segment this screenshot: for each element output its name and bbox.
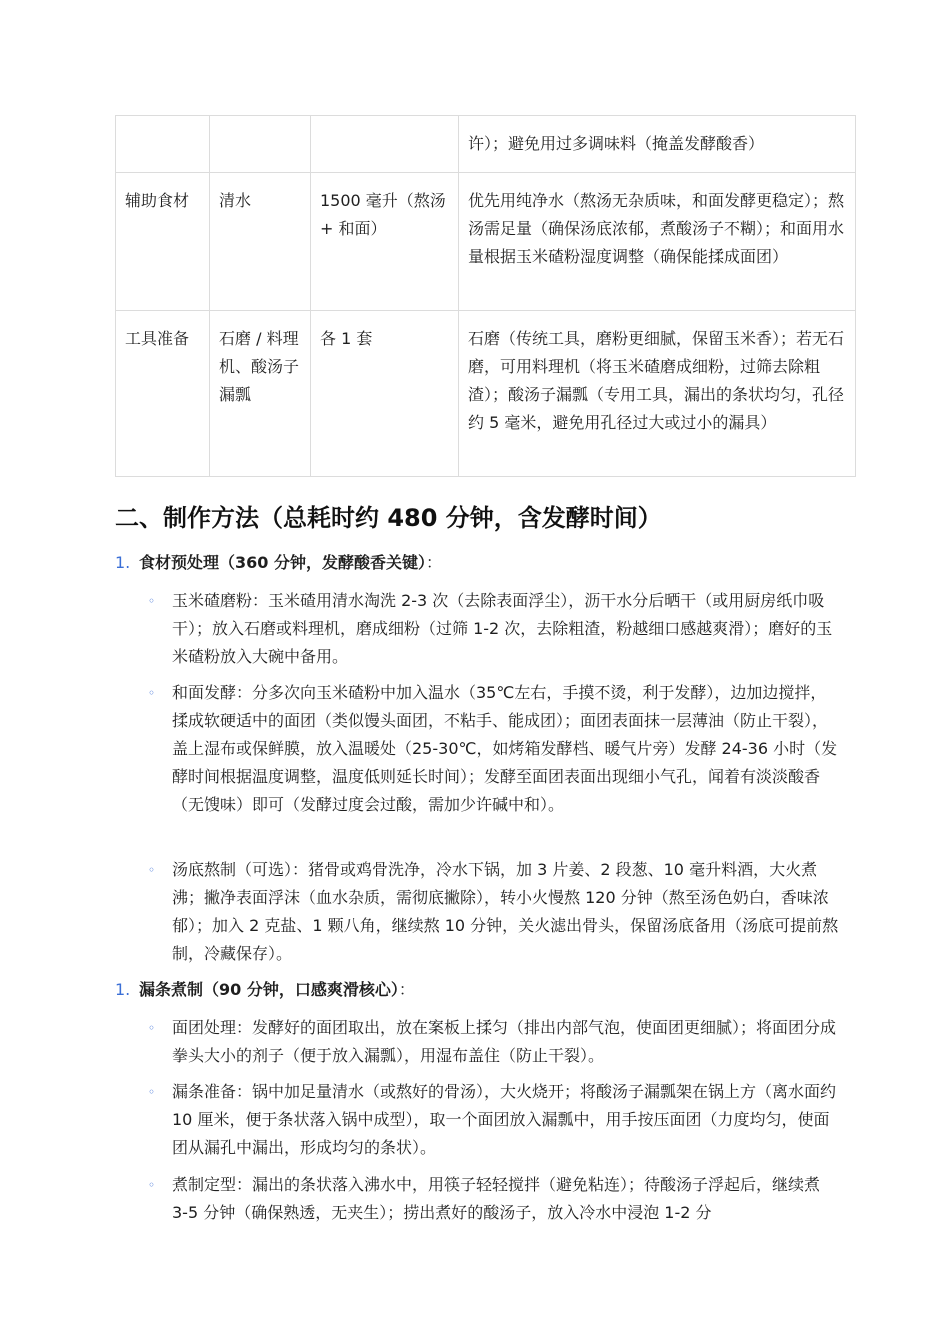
table-row xyxy=(116,311,856,477)
table-cell-item xyxy=(210,116,311,173)
bullet-circle-icon: ◦ xyxy=(148,1085,156,1099)
bullet-circle-icon: ◦ xyxy=(148,863,156,877)
table-cell-category: 工具准备 xyxy=(116,311,210,477)
table-cell-amount: 1500 毫升（熬汤 + 和面） xyxy=(311,173,459,311)
list-item-text: 煮制定型：漏出的条状落入沸水中，用筷子轻轻搅拌（避免粘连）；待酸汤子浮起后，继续煮 3-5 分钟（确保熟透，无夹生）；捞出煮好的酸汤子，放入冷水中浸泡 1-2 分 xyxy=(172,1175,821,1222)
step-colon: ： xyxy=(425,553,442,572)
table-cell-category: 辅助食材 xyxy=(116,173,210,311)
table-cell-amount xyxy=(311,116,459,173)
list-item-text: 汤底熬制（可选）：猪骨或鸡骨洗净，冷水下锅，加 3 片姜、2 段葱、10 毫升料酒，大火煮沸；撇净表面浮沫（血水杂质，需彻底撇除），转小火慢熬 120 分钟（熬至汤色奶白，香味浓郁）；加入 2 克盐、1 颗八角，继续熬 10 分钟，关火滤出骨头，保留汤底备用（汤底可提前熬制，冷藏保存）。 xyxy=(172,860,839,963)
section-heading: 二、制作方法（总耗时约 480 分钟，含发酵时间） xyxy=(115,504,662,532)
table-cell-notes: 优先用纯净水（熬汤无杂质味，和面发酵更稳定）；熬汤需足量（确保汤底浓郁，煮酸汤子不糊）；和面用水量根据玉米碴粉湿度调整（确保能揉成面团） xyxy=(459,173,856,311)
table-cell-category xyxy=(116,116,210,173)
step-number: 1. xyxy=(115,553,131,572)
bullet-circle-icon: ◦ xyxy=(148,686,156,700)
table-row xyxy=(116,116,856,173)
table-cell-notes: 石磨（传统工具，磨粉更细腻，保留玉米香）；若无石磨，可用料理机（将玉米碴磨成细粉，过筛去除粗渣）；酸汤子漏瓢（专用工具，漏出的条状均匀，孔径约 5 毫米，避免用孔径过大或过小的漏具） xyxy=(459,311,856,477)
bullet-circle-icon: ◦ xyxy=(148,1021,156,1035)
step-heading xyxy=(115,549,442,577)
list-item-text: 玉米碴磨粉：玉米碴用清水淘洗 2-3 次（去除表面浮尘），沥干水分后晒干（或用厨房纸巾吸干）；放入石磨或料理机，磨成细粉（过筛 1-2 次，去除粗渣，粉越细口感越爽滑）；磨好的玉米碴粉放入大碗中备用。 xyxy=(172,591,833,666)
bullet-circle-icon: ◦ xyxy=(148,1178,156,1192)
list-item-text: 面团处理：发酵好的面团取出，放在案板上揉匀（排出内部气泡，使面团更细腻）；将面团分成拳头大小的剂子（便于放入漏瓢），用湿布盖住（防止干裂）。 xyxy=(172,1018,837,1065)
table-cell-item: 石磨 / 料理机、酸汤子漏瓢 xyxy=(210,311,311,477)
table-row xyxy=(116,173,856,311)
step-colon: ： xyxy=(398,980,415,999)
table-cell-item: 清水 xyxy=(210,173,311,311)
list-item xyxy=(148,1078,840,1162)
table-cell-amount: 各 1 套 xyxy=(311,311,459,477)
list-item xyxy=(148,587,840,671)
list-item xyxy=(148,856,840,968)
bullet-circle-icon: ◦ xyxy=(148,594,156,608)
table-cell-notes: 许）；避免用过多调味料（掩盖发酵酸香） xyxy=(459,116,856,173)
list-item xyxy=(148,1014,840,1070)
list-item-text: 漏条准备：锅中加足量清水（或熬好的骨汤），大火烧开；将酸汤子漏瓢架在锅上方（离水面约 10 厘米，便于条状落入锅中成型），取一个面团放入漏瓢中，用手按压面团（力度均匀，使面团从漏孔中漏出，形成均匀的条状）。 xyxy=(172,1082,837,1157)
list-item xyxy=(148,679,840,819)
step-heading xyxy=(115,976,415,1004)
step-title: 食材预处理（360 分钟，发酵酸香关键） xyxy=(139,553,426,572)
list-item-text: 和面发酵：分多次向玉米碴粉中加入温水（35℃左右，手摸不烫，利于发酵），边加边搅拌，揉成软硬适中的面团（类似馒头面团，不粘手、能成团）；面团表面抹一层薄油（防止干裂），盖上湿布或保鲜膜，放入温暖处（25-30℃，如烤箱发酵档、暖气片旁）发酵 24-36 小时（发酵时间根据温度调整，温度低则延长时间）；发酵至面团表面出现细小气孔，闻着有淡淡酸香（无馊味）即可（发酵过度会过酸，需加少许碱中和）。 xyxy=(172,683,838,814)
list-item xyxy=(148,1171,840,1227)
step-number: 1. xyxy=(115,980,131,999)
ingredients-table xyxy=(115,115,856,477)
step-title: 漏条煮制（90 分钟，口感爽滑核心） xyxy=(139,980,399,999)
